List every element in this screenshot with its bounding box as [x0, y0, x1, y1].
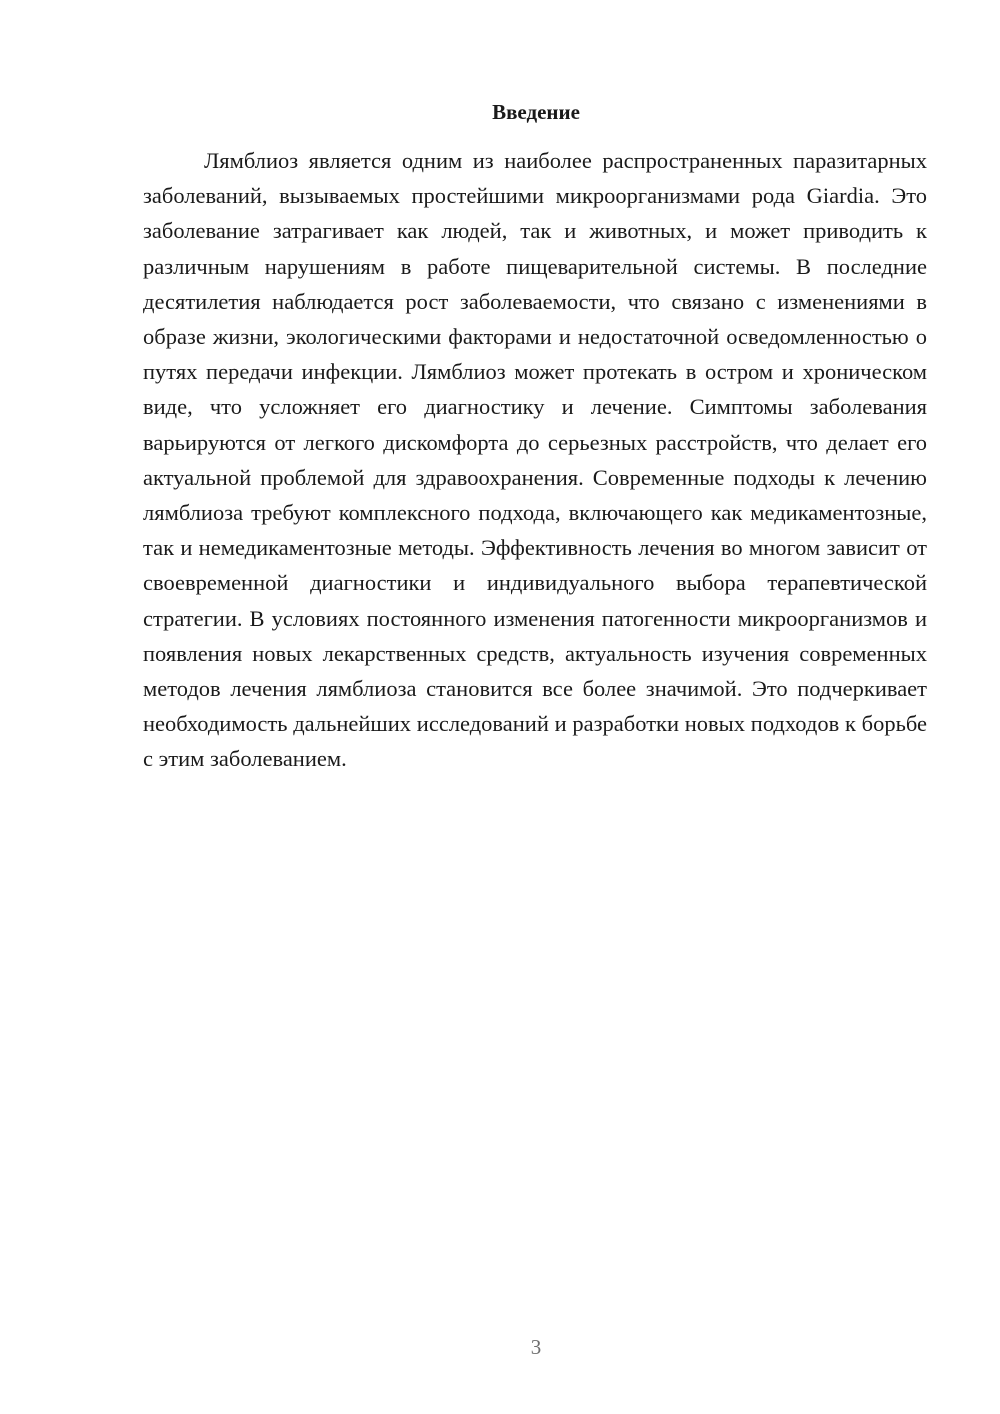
page-number: 3 [530, 1335, 542, 1359]
body-paragraph: Лямблиоз является одним из наиболее распространенных паразитарных заболеваний, вызываемых простейшими микроорганизмами рода Giardia. Это заболевание затрагивает как людей, так и животных, и может приводить к различным нарушениям в работе пищеварительной системы. В последние десятилетия наблюдается рост заболеваемости, что связано с изменениями в образе жизни, экологическими факторами и недостаточной осведомленностью о путях передачи инфекции. Лямблиоз может протекать в остром и хроническом виде, что усложняет его диагностику и лечение. Симптомы заболевания варьируются от легкого дискомфорта до серьезных расстройств, что делает его актуальной проблемой для здравоохранения. Современные подходы к лечению лямблиоза требуют комплексного подхода, включающего как медикаментозные, так и немедикаментозные методы. Эффективность лечения во многом зависит от своевременной диагностики и индивидуального выбора терапевтической стратегии. В условиях постоянного изменения патогенности микроорганизмов и появления новых лекарственных средств, актуальность изучения современных методов лечения лямблиоза становится все более значимой. Это подчеркивает необходимость дальнейших исследований и разработки новых подходов к борьбе с этим заболеванием. [143, 148, 927, 772]
section-heading: Введение [492, 100, 580, 124]
